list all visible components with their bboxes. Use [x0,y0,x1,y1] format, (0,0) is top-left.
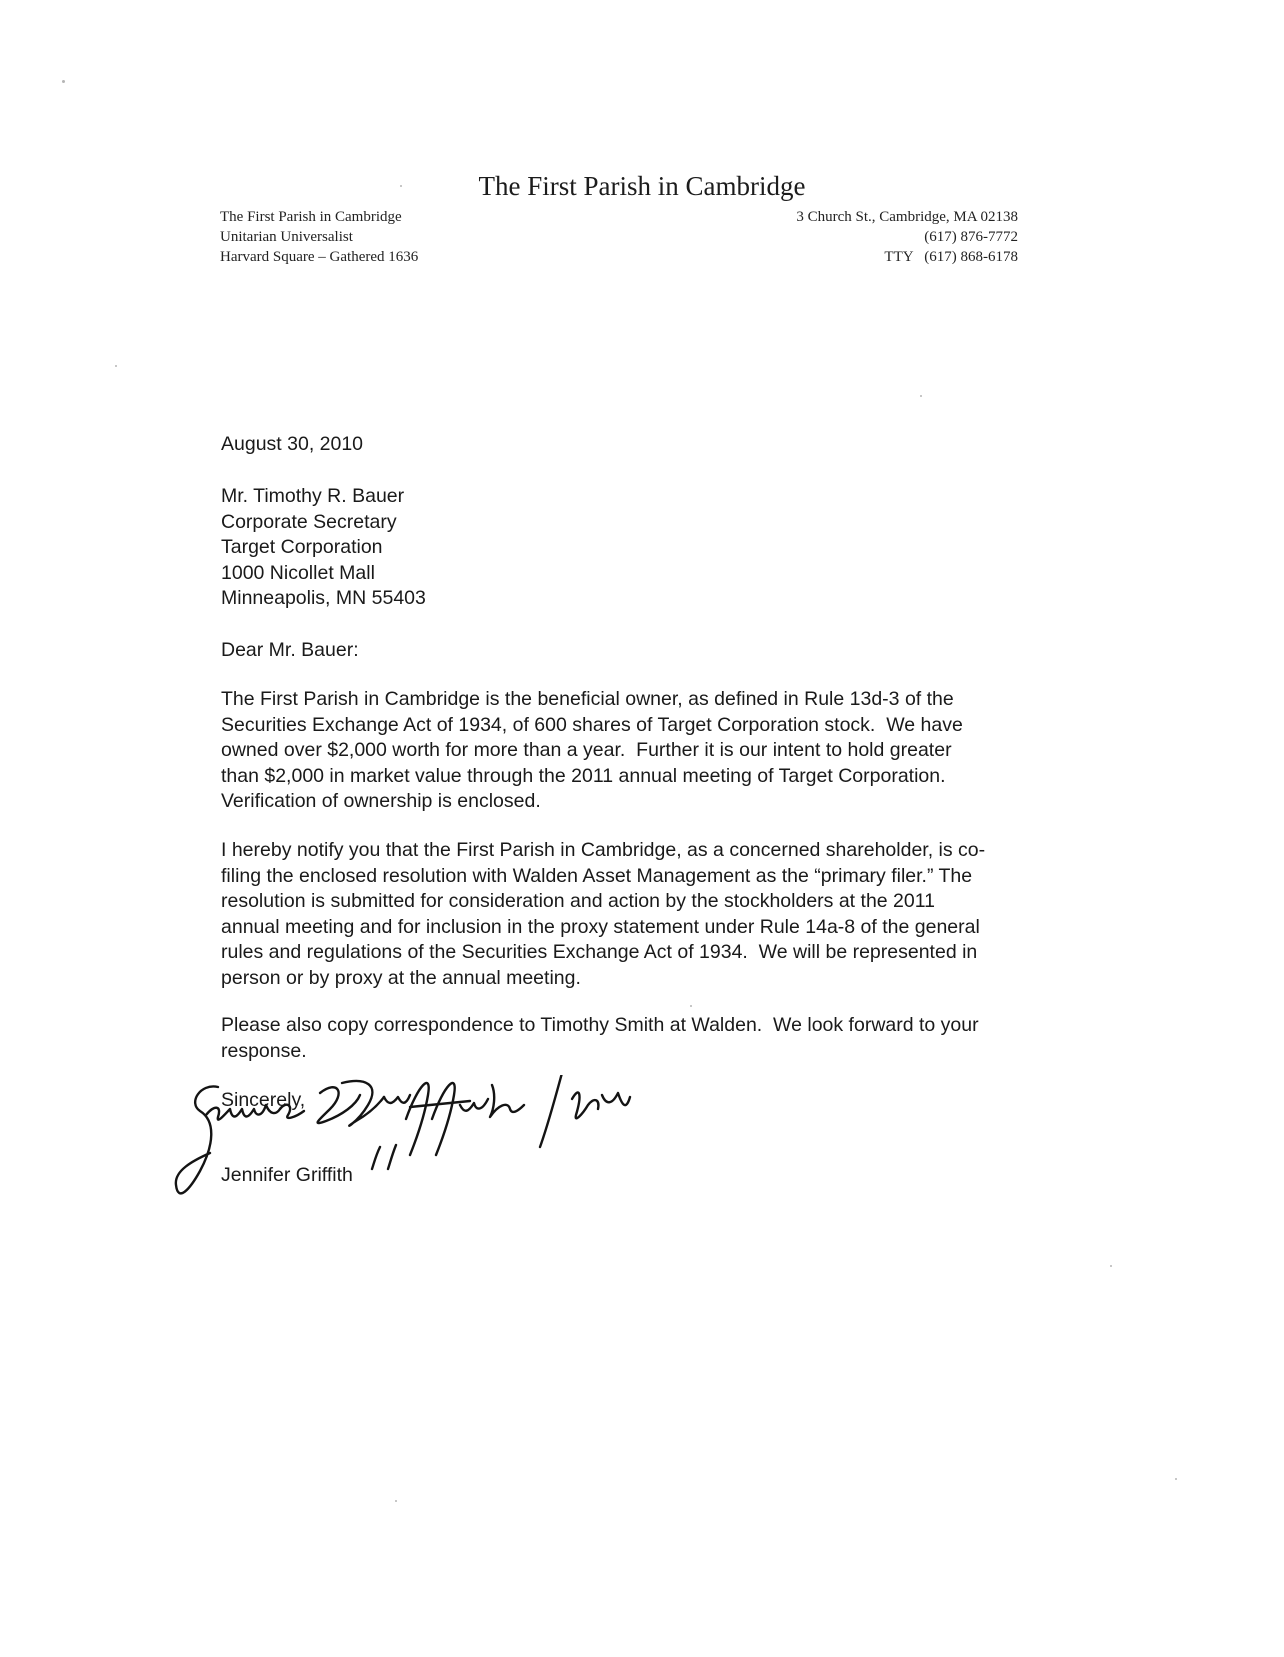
scan-speck [62,80,65,83]
letterhead-phone-line: (617) 876-7772 [924,229,1018,245]
scan-speck [395,1500,397,1502]
paragraph-line: than $2,000 in market value through the 2011 annual meeting of Target Corporation. [221,764,946,787]
salutation: Dear Mr. Bauer: [221,639,359,661]
paragraph-line: resolution is submitted for consideration and action by the stockholders at the 2011 [221,890,935,912]
signer-name: Jennifer Griffith [221,1164,353,1186]
recipient-line: Mr. Timothy R. Bauer [221,485,405,507]
letterhead-left-line: Unitarian Universalist [220,229,353,245]
paragraph-line: I hereby notify you that the First Parish in Cambridge, as a concerned shareholder, is co- [221,839,986,861]
paragraph-line: The First Parish in Cambridge is the beneficial owner, as defined in Rule 13d-3 of the [221,688,954,710]
letterhead-title: The First Parish in Cambridge [478,171,806,201]
paragraph-line: filing the enclosed resolution with Walden Asset Management as the “primary filer.” The [221,864,973,887]
scan-speck [400,185,402,187]
scan-speck [1175,1478,1177,1480]
paragraph-line: Verification of ownership is enclosed. [221,790,541,812]
paragraph-line: response. [221,1039,307,1062]
paragraph-line: rules and regulations of the Securities Exchange Act of 1934. We will be represented in [221,941,978,963]
letterhead-left-line: Harvard Square – Gathered 1636 [220,249,419,265]
paragraph-line: annual meeting and for inclusion in the proxy statement under Rule 14a-8 of the general [221,915,980,938]
closing: Sincerely, [221,1089,306,1111]
paragraph-ownership [221,687,1101,815]
letterhead-address-line: 3 Church St., Cambridge, MA 02138 [796,209,1018,225]
paragraph-line: Please also copy correspondence to Timothy Smith at Walden. We look forward to your [221,1014,979,1036]
letterhead-right-block [796,207,1018,267]
scan-speck [920,395,922,397]
scan-speck [1110,1265,1112,1267]
paragraph-line: Securities Exchange Act of 1934, of 600 shares of Target Corporation stock. We have [221,713,963,736]
letter-date: August 30, 2010 [221,433,364,455]
letterhead-tty-line: TTY (617) 868-6178 [884,249,1018,265]
paragraph-line: owned over $2,000 worth for more than a year. Further it is our intent to hold greater [221,739,952,761]
paragraph-resolution [221,838,1101,991]
letterhead-left-block [220,207,418,267]
paragraph-correspondence [221,1013,1101,1064]
recipient-address [221,484,1101,612]
paragraph-line: person or by proxy at the annual meeting. [221,966,581,989]
recipient-line: 1000 Nicollet Mall [221,561,375,584]
recipient-line: Minneapolis, MN 55403 [221,587,426,609]
scan-speck [690,1005,692,1007]
recipient-line: Target Corporation [221,536,383,558]
scan-speck [115,365,117,367]
handwritten-signature [170,1075,650,1215]
recipient-line: Corporate Secretary [221,510,397,533]
letterhead-left-line: The First Parish in Cambridge [220,209,402,225]
